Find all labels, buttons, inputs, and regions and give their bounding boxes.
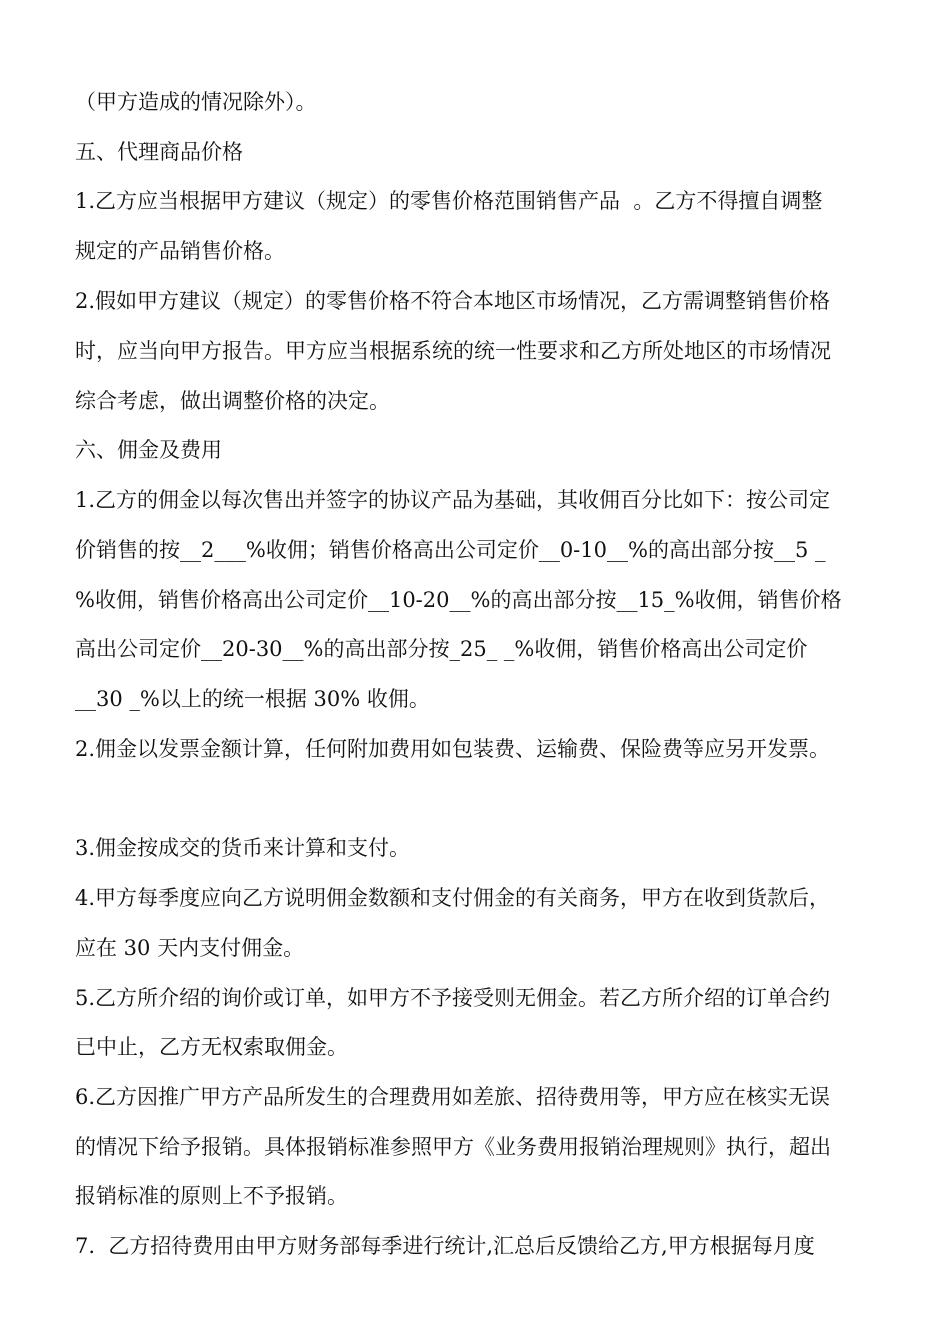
text-line: __30 _%以上的统一根据 30% 收佣。 <box>75 687 430 711</box>
text-line: 高出公司定价__20-30__%的高出部分按_25_ _%收佣，销售价格高出公司定价 <box>75 637 808 661</box>
text-line: （甲方造成的情况除外）。 <box>75 90 317 114</box>
text-line: 1.乙方的佣金以每次售出并签字的协议产品为基础，其收佣百分比如下：按公司定 <box>75 488 831 512</box>
text-line: 6.乙方因推广甲方产品所发生的合理费用如差旅、招待费用等，甲方应在核实无误 <box>75 1085 831 1109</box>
text-line: 综合考虑，做出调整价格的决定。 <box>75 389 390 413</box>
text-line: 的情况下给予报销。具体报销标准参照甲方《业务费用报销治理规则》执行，超出 <box>75 1135 831 1159</box>
section-heading: 五、代理商品价格 <box>75 140 243 164</box>
text-line: 4.甲方每季度应向乙方说明佣金数额和支付佣金的有关商务，甲方在收到货款后， <box>75 886 831 910</box>
text-line: 时，应当向甲方报告。甲方应当根据系统的统一性要求和乙方所处地区的市场情况 <box>75 339 831 363</box>
text-line: 应在 30 天内支付佣金。 <box>75 936 305 960</box>
text-line: %收佣，销售价格高出公司定价__10-20__%的高出部分按__15_%收佣，销售价格 <box>75 588 842 612</box>
text-line: 3.佣金按成交的货币来计算和支付。 <box>75 836 411 860</box>
text-line: 2.假如甲方建议（规定）的零售价格不符合本地区市场情况，乙方需调整销售价格 <box>75 289 831 313</box>
text-line: 价销售的按__2___%收佣；销售价格高出公司定价__0-10__%的高出部分按__5 _ <box>75 538 826 562</box>
text-line: 规定的产品销售价格。 <box>75 239 285 263</box>
text-line: 已中止，乙方无权索取佣金。 <box>75 1035 348 1059</box>
text-line: 2.佣金以发票金额计算，任何附加费用如包装费、运输费、保险费等应另开发票。 <box>75 737 831 761</box>
text-line: 1.乙方应当根据甲方建议（规定）的零售价格范围销售产品 。乙方不得擅自调整 <box>75 189 823 213</box>
text-line: 7. 乙方招待费用由甲方财务部每季进行统计,汇总后反馈给乙方,甲方根据每月度 <box>75 1234 815 1258</box>
text-line: 5.乙方所介绍的询价或订单，如甲方不予接受则无佣金。若乙方所介绍的订单合约 <box>75 986 831 1010</box>
section-heading: 六、佣金及费用 <box>75 438 222 462</box>
text-line: 报销标准的原则上不予报销。 <box>75 1184 348 1208</box>
